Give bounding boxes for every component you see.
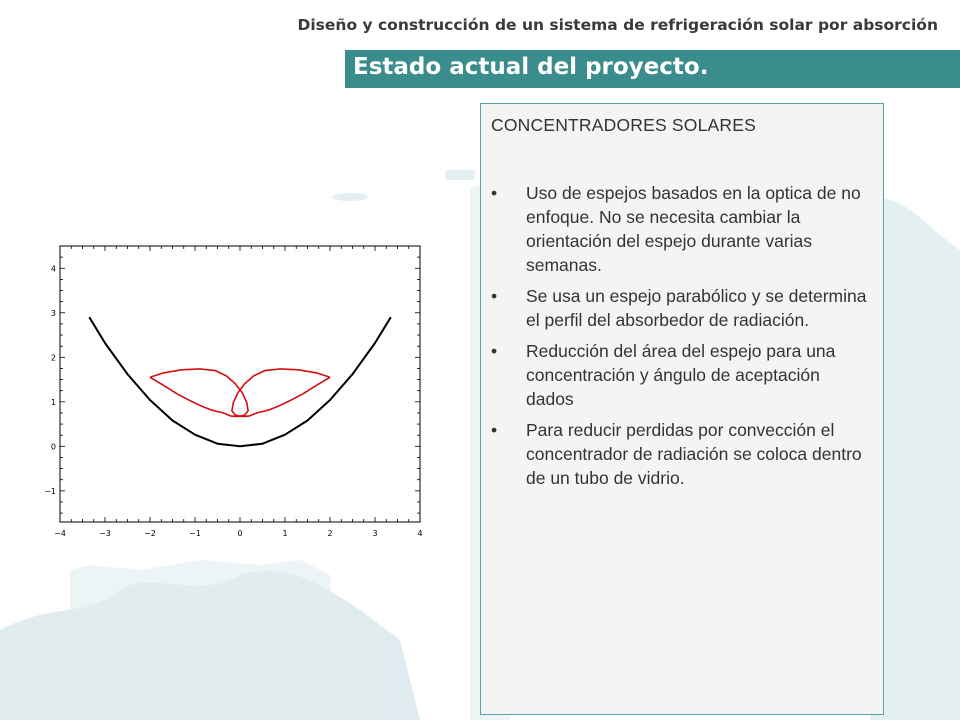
bullet-text: Uso de espejos basados en la optica de no enfoque. No se necesita cambiar la orientación del espejo durante varias semanas. bbox=[526, 183, 861, 275]
bullet-item bbox=[491, 339, 871, 411]
y-tick-label: 2 bbox=[50, 353, 56, 363]
x-tick-label: 3 bbox=[372, 529, 378, 538]
y-tick-label: 0 bbox=[50, 442, 56, 452]
presentation-subtitle: Diseño y construcción de un sistema de refrigeración solar por absorción bbox=[297, 16, 938, 34]
section-heading: CONCENTRADORES SOLARES bbox=[491, 115, 757, 135]
x-tick-label: 4 bbox=[417, 529, 423, 538]
title-bar bbox=[345, 50, 960, 88]
bullet-icon: • bbox=[491, 420, 498, 440]
slide-title: Estado actual del proyecto. bbox=[353, 54, 709, 80]
bullet-text: Para reducir perdidas por convección el concentrador de radiación se coloca dentro de un tubo de vidrio. bbox=[526, 420, 862, 488]
content-panel bbox=[480, 103, 884, 715]
bullet-icon: • bbox=[491, 341, 498, 361]
parabola-absorber-plot bbox=[38, 240, 428, 540]
bullet-text: Reducción del área del espejo para una concentración y ángulo de aceptación dados bbox=[526, 341, 836, 409]
x-tick-label: 1 bbox=[282, 529, 288, 538]
x-tick-label: −3 bbox=[99, 529, 111, 538]
bullet-text: Se usa un espejo parabólico y se determina el perfil del absorbedor de radiación. bbox=[526, 286, 867, 330]
y-tick-label: 1 bbox=[50, 397, 56, 407]
y-tick-label: −1 bbox=[44, 486, 56, 496]
bullet-item bbox=[491, 181, 871, 277]
bullet-icon: • bbox=[491, 183, 498, 203]
bullet-list bbox=[491, 181, 871, 497]
bullet-icon: • bbox=[491, 286, 498, 306]
y-tick-label: 4 bbox=[50, 264, 56, 274]
x-tick-label: −1 bbox=[189, 529, 201, 538]
plot-frame bbox=[60, 246, 420, 522]
x-tick-label: 2 bbox=[327, 529, 333, 538]
y-tick-label: 3 bbox=[50, 308, 56, 318]
x-tick-label: −4 bbox=[54, 529, 66, 538]
x-tick-label: 0 bbox=[237, 529, 243, 538]
bullet-item bbox=[491, 418, 871, 490]
x-tick-label: −2 bbox=[144, 529, 156, 538]
bullet-item bbox=[491, 284, 871, 332]
